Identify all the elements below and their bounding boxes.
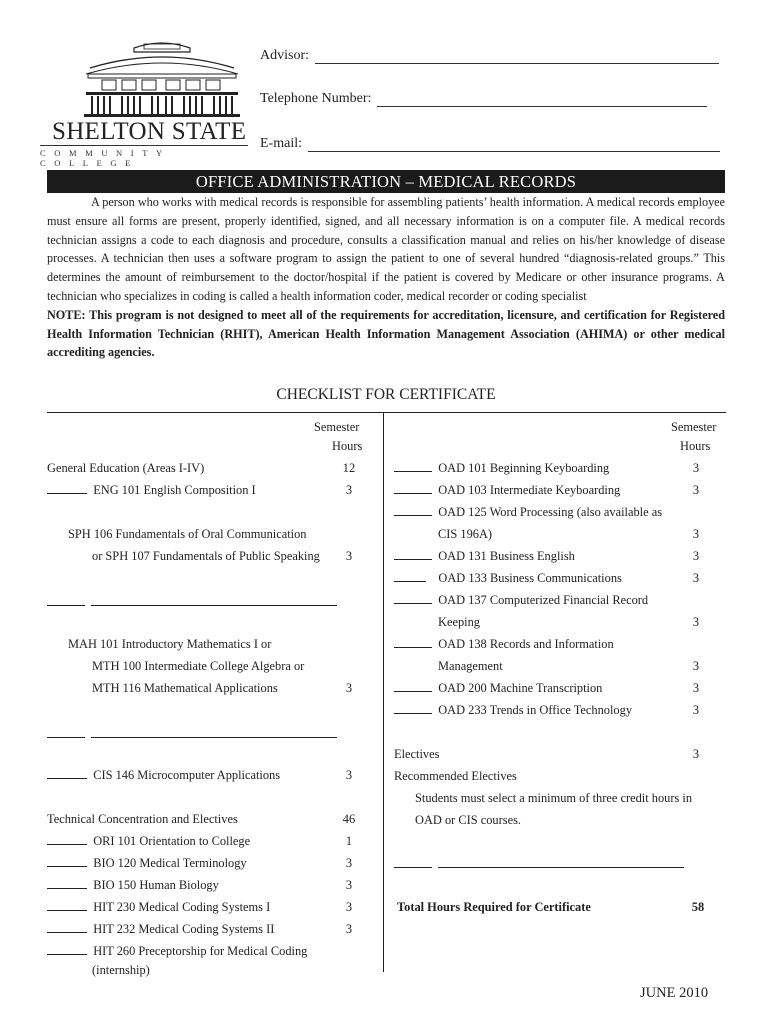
oad101-hours: 3	[692, 461, 700, 475]
ori101-hours: 1	[345, 834, 353, 848]
gen-ed-hours: 12	[342, 461, 356, 475]
advisor-blank[interactable]	[315, 51, 719, 64]
oad137-label: OAD 137 Computerized Financial Record	[438, 593, 649, 607]
hit232-row	[47, 922, 274, 937]
cis146-row	[47, 768, 280, 783]
oad101-label: OAD 101 Beginning Keyboarding	[438, 461, 610, 475]
oad138-checkbox[interactable]	[394, 637, 432, 648]
oad133-checkbox[interactable]	[394, 571, 426, 582]
oad137-hours: 3	[692, 615, 700, 629]
ori101-label: ORI 101 Orientation to College	[93, 834, 251, 848]
cis146-label: CIS 146 Microcomputer Applications	[93, 768, 281, 782]
cis146-hours: 3	[345, 768, 353, 782]
column-divider	[383, 412, 384, 972]
recommended-electives-label: Recommended Electives	[394, 769, 517, 783]
oad200-hours: 3	[692, 681, 700, 695]
tech-label: Technical Concentration and Electives	[47, 812, 238, 826]
sph106-label: SPH 106 Fundamentals of Oral Communication	[68, 527, 307, 541]
ori101-checkbox[interactable]	[47, 834, 87, 845]
oad103-hours: 3	[692, 483, 700, 497]
electives-hours: 3	[692, 747, 700, 761]
checklist-title: CHECKLIST FOR CERTIFICATE	[276, 386, 496, 403]
oad125-hours: 3	[692, 527, 700, 541]
program-note: NOTE: This program is not designed to meet all of the requirements for accreditation, licensure, and certification for Registered Health Information Technician (RHIT), American Health Information Management Association (AHIMA) or other medical accrediting agencies.	[47, 307, 725, 360]
elective-checkbox[interactable]	[394, 857, 432, 868]
right-hours-header-1: Semester	[671, 420, 717, 434]
total-hours-value: 58	[691, 900, 705, 914]
email-field[interactable]	[260, 136, 720, 152]
math-hours: 3	[345, 681, 353, 695]
ori101-row	[47, 834, 250, 849]
hit230-hours: 3	[345, 900, 353, 914]
bio150-label: BIO 150 Human Biology	[93, 878, 219, 892]
bio120-label: BIO 120 Medical Terminology	[93, 856, 247, 870]
hit230-checkbox[interactable]	[47, 900, 87, 911]
oad138-hours: 3	[692, 659, 700, 673]
email-label: E-mail:	[260, 136, 302, 151]
oad131-row	[394, 549, 575, 564]
oad233-row	[394, 703, 632, 718]
hit232-label: HIT 232 Medical Coding Systems II	[93, 922, 275, 936]
oad125-row	[394, 505, 662, 520]
oad133-row	[394, 571, 622, 586]
bio150-hours: 3	[345, 878, 353, 892]
oad138-label-cont: Management	[438, 659, 503, 673]
oad103-checkbox[interactable]	[394, 483, 432, 494]
oad131-checkbox[interactable]	[394, 549, 432, 560]
oad131-hours: 3	[692, 549, 700, 563]
advisor-field[interactable]	[260, 48, 719, 64]
sph-hours: 3	[345, 549, 353, 563]
oad233-checkbox[interactable]	[394, 703, 432, 714]
college-subtitle: COMMUNITY COLLEGE	[40, 148, 171, 168]
oad200-row	[394, 681, 602, 696]
program-title: OFFICE ADMINISTRATION – MEDICAL RECORDS	[195, 172, 577, 191]
oad137-label-cont: Keeping	[438, 615, 480, 629]
oad138-row	[394, 637, 614, 652]
oad133-label: OAD 133 Business Communications	[438, 571, 622, 585]
bio120-checkbox[interactable]	[47, 856, 87, 867]
oad125-label-cont: CIS 196A)	[438, 527, 493, 541]
college-logo	[40, 40, 250, 168]
oad101-row	[394, 461, 609, 476]
blank-row-1-course[interactable]	[91, 595, 337, 606]
oad200-label: OAD 200 Machine Transcription	[438, 681, 603, 695]
bio150-row	[47, 878, 219, 893]
college-name: SHELTON STATE	[52, 118, 247, 145]
bio120-hours: 3	[345, 856, 353, 870]
total-hours-label: Total Hours Required for Certificate	[397, 900, 591, 914]
oad125-label: OAD 125 Word Processing (also available as	[438, 505, 663, 519]
oad131-label: OAD 131 Business English	[438, 549, 575, 563]
bio150-checkbox[interactable]	[47, 878, 87, 889]
elective-course-blank[interactable]	[438, 857, 684, 868]
hit230-label: HIT 230 Medical Coding Systems I	[93, 900, 271, 914]
oad138-label: OAD 138 Records and Information	[438, 637, 614, 651]
logo-divider	[40, 145, 248, 146]
recommended-note-1: Students must select a minimum of three credit hours in	[415, 791, 693, 805]
blank-row-2-course[interactable]	[91, 727, 337, 738]
hit260-label-cont: (internship)	[92, 963, 150, 977]
oad133-hours: 3	[692, 571, 700, 585]
bio120-row	[47, 856, 247, 871]
oad103-row	[394, 483, 620, 498]
hit260-label: HIT 260 Preceptorship for Medical Coding	[93, 944, 308, 958]
cis146-checkbox[interactable]	[47, 768, 87, 779]
blank-row-2-checkbox[interactable]	[47, 727, 85, 738]
eng101-checkbox[interactable]	[47, 483, 87, 494]
oad200-checkbox[interactable]	[394, 681, 432, 692]
mth100-label: MTH 100 Intermediate College Algebra or	[92, 659, 305, 673]
blank-row-1	[47, 595, 337, 610]
recommended-note-2: OAD or CIS courses.	[415, 813, 521, 827]
oad137-row	[394, 593, 648, 608]
oad137-checkbox[interactable]	[394, 593, 432, 604]
email-blank[interactable]	[308, 139, 720, 152]
blank-row-1-checkbox[interactable]	[47, 595, 85, 606]
telephone-blank[interactable]	[377, 94, 707, 107]
hit232-checkbox[interactable]	[47, 922, 87, 933]
tech-hours: 46	[342, 812, 356, 826]
oad233-label: OAD 233 Trends in Office Technology	[438, 703, 633, 717]
right-hours-header-2: Hours	[680, 439, 711, 453]
oad233-hours: 3	[692, 703, 700, 717]
left-hours-header-1: Semester	[314, 420, 360, 434]
mah101-label: MAH 101 Introductory Mathematics I or	[68, 637, 272, 651]
eng101-label: ENG 101 English Composition I	[93, 483, 256, 497]
hit232-hours: 3	[345, 922, 353, 936]
checklist-top-rule	[47, 412, 726, 413]
revision-date: JUNE 2010	[640, 985, 709, 1001]
program-description: A person who works with medical records is responsible for assembling patients’ health information. A medical records employee must ensure all forms are present, properly identified, signed, and all necessary information is on a computer file. A medical records technician assigns a code to each diagnosis and procedure, consults a classification manual and relies on his/her knowledge of disease processes. A technician then uses a software program to assign the patient to one of several hundred “diagnosis-related groups.” This determines the amount of reimbursement to the doctor/hospital if the patient is covered by Medicare or other insurance programs. A technician who specializes in coding is called a health information coder, medical recorder or coding specialist	[47, 195, 725, 303]
hit260-row	[47, 944, 307, 959]
electives-label: Electives	[394, 747, 440, 761]
building-icon	[82, 40, 242, 118]
advisor-label: Advisor:	[260, 48, 309, 63]
elective-blank-row	[394, 857, 684, 872]
sph107-label: or SPH 107 Fundamentals of Public Speaking	[92, 549, 320, 563]
gen-ed-label: General Education (Areas I-IV)	[47, 461, 205, 475]
left-hours-header-2: Hours	[332, 439, 363, 453]
mth116-label: MTH 116 Mathematical Applications	[92, 681, 278, 695]
telephone-field[interactable]	[260, 91, 707, 107]
program-description-block	[47, 193, 725, 362]
oad103-label: OAD 103 Intermediate Keyboarding	[438, 483, 621, 497]
eng101-hours: 3	[345, 483, 353, 497]
hit260-checkbox[interactable]	[47, 944, 87, 955]
oad125-checkbox[interactable]	[394, 505, 432, 516]
telephone-label: Telephone Number:	[260, 91, 372, 106]
eng101-row	[47, 483, 256, 498]
hit230-row	[47, 900, 270, 915]
oad101-checkbox[interactable]	[394, 461, 432, 472]
blank-row-2	[47, 727, 337, 742]
